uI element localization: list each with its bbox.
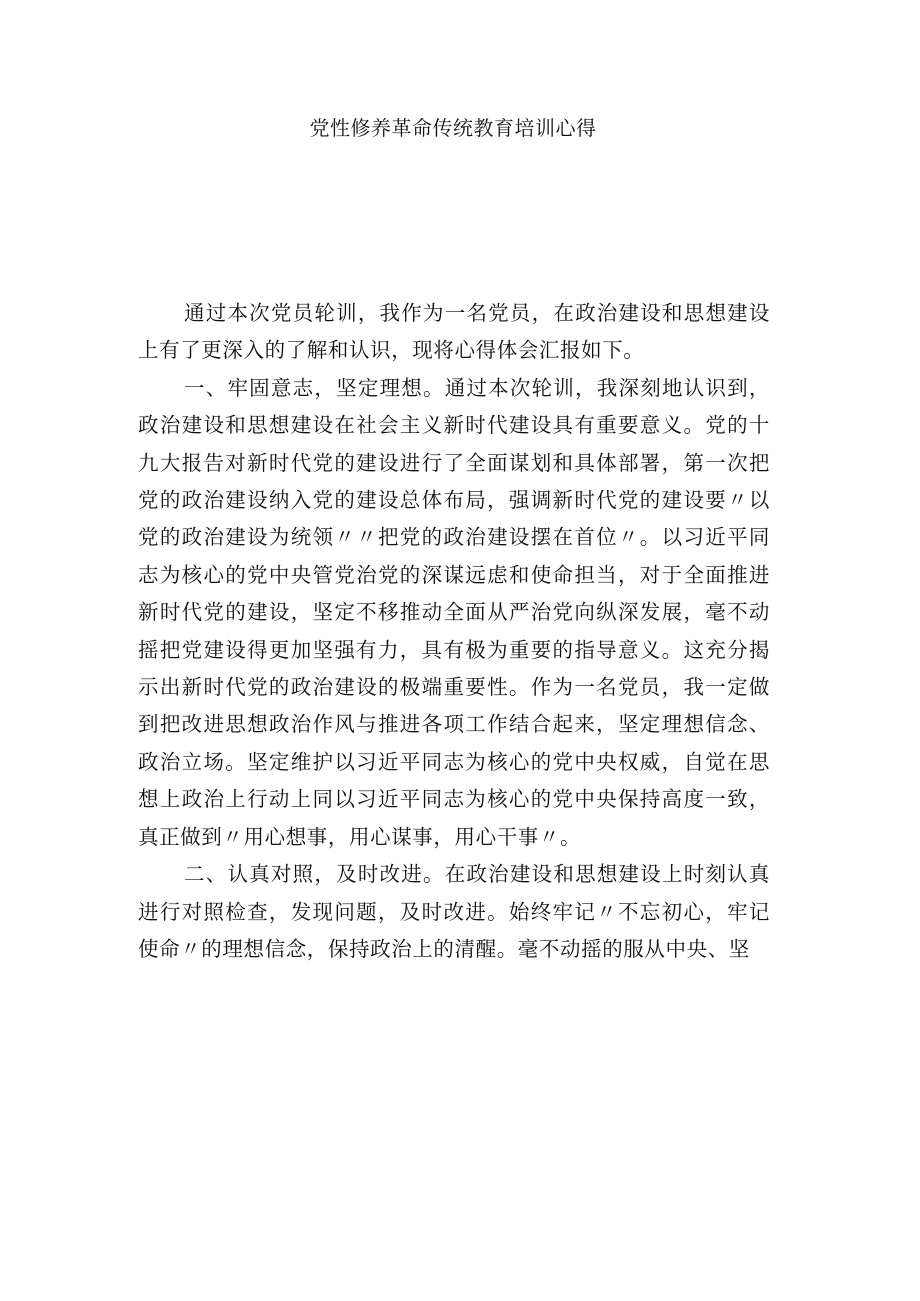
paragraph-section-one: 一、牢固意志，坚定理想。通过本次轮训，我深刻地认识到，政治建设和思想建设在社会主义新时代建设具有重要意义。党的十九大报告对新时代党的建设进行了全面谋划和具体部署，第一次把党的政治建设纳入党的建设总体布局，强调新时代党的建设要〃以党的政治建设为统领〃〃把党的政治建设摆在首位〃。以习近平同志为核心的党中央管党治党的深谋远虑和使命担当，对于全面推进新时代党的建设，坚定不移推动全面从严治党向纵深发展，毫不动摇把党建设得更加坚强有力，具有极为重要的指导意义。这充分揭示出新时代党的政治建设的极端重要性。作为一名党员，我一定做到把改进思想政治作风与推进各项工作结合起来，坚定理想信念、政治立场。坚定维护以习近平同志为核心的党中央权威，自觉在思想上政治上行动上同以习近平同志为核心的党中央保持高度一致，真正做到〃用心想事，用心谋事，用心干事〃。 <box>138 375 770 849</box>
document-title: 党性修养革命传统教育培训心得 <box>309 116 597 140</box>
paragraph-section-two: 二、认真对照，及时改进。在政治建设和思想建设上时刻认真进行对照检查，发现问题，及时改进。始终牢记〃不忘初心，牢记使命〃的理想信念，保持政治上的清醒。毫不动摇的服从中央、坚 <box>138 862 770 961</box>
paragraph-intro: 通过本次党员轮训，我作为一名党员，在政治建设和思想建设上有了更深入的了解和认识，现将心得体会汇报如下。 <box>138 301 770 363</box>
document-body <box>138 295 770 968</box>
